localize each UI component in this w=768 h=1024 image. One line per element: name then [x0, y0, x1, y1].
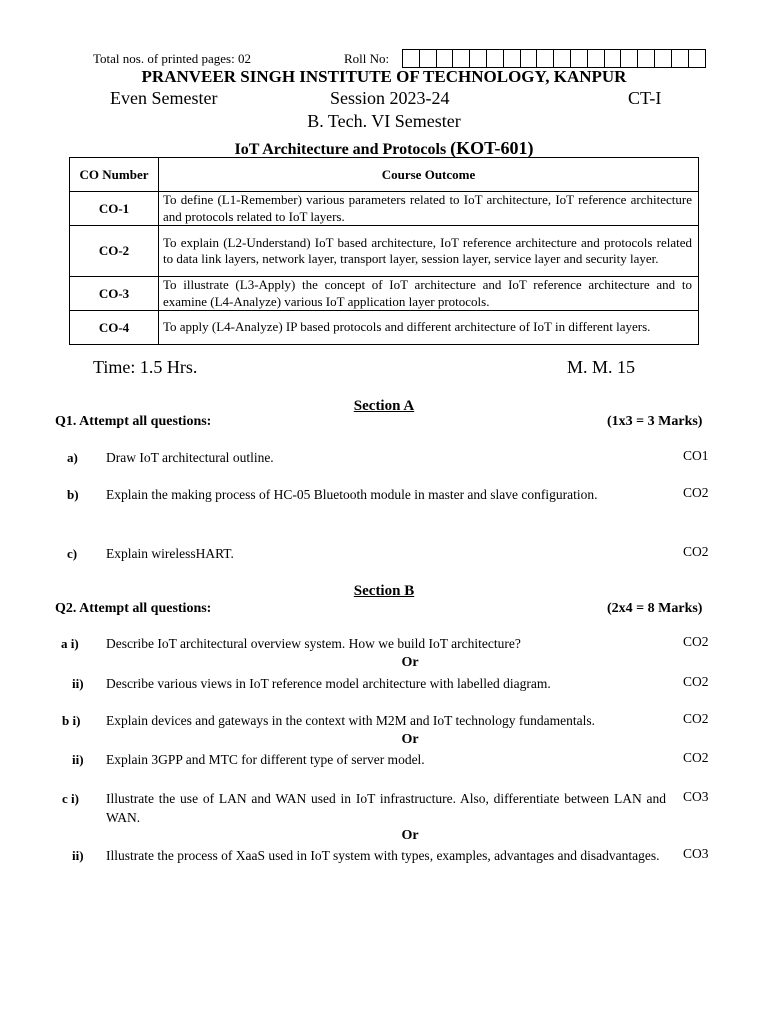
question-text: Explain 3GPP and MTC for different type of server model.	[106, 752, 425, 767]
subject-title	[0, 138, 768, 159]
co-number-cell: CO-3	[70, 277, 159, 311]
course-outcome-table	[69, 157, 699, 345]
roll-number-box[interactable]	[437, 50, 454, 67]
question-co: CO3	[683, 846, 709, 861]
co-text-cell: To apply (L4-Analyze) IP based protocols and different architecture of IoT in different layers.	[159, 311, 699, 345]
question-label: a)	[67, 450, 78, 465]
roll-number-box[interactable]	[655, 50, 672, 67]
roll-number-box[interactable]	[571, 50, 588, 67]
co-text-cell: To define (L1-Remember) various parameters related to IoT architecture, IoT reference architecture and protocols related to IoT layers.	[159, 192, 699, 226]
table-header-row	[70, 158, 699, 192]
question-co: CO2	[683, 674, 709, 689]
session: Session 2023-24	[330, 88, 450, 108]
roll-number-box[interactable]	[521, 50, 538, 67]
question-text: Illustrate the use of LAN and WAN used in IoT infrastructure. Also, differentiate between LAN and WAN.	[106, 791, 666, 825]
section-a-title: Section A	[353, 398, 415, 414]
question-co: CO2	[683, 544, 709, 559]
max-marks: M. M. 15	[567, 357, 636, 377]
or-separator: Or	[401, 732, 419, 747]
printed-pages-label: Total nos. of printed pages: 02	[93, 51, 251, 66]
question-text: Describe various views in IoT reference model architecture with labelled diagram.	[106, 676, 551, 691]
course-outcome-header: Course Outcome	[159, 158, 699, 192]
roll-number-box[interactable]	[537, 50, 554, 67]
question-co: CO3	[683, 789, 709, 804]
section-b-instruction: Q2. Attempt all questions:	[55, 601, 212, 616]
question-text: Explain the making process of HC-05 Bluetooth module in master and slave configuration.	[106, 487, 598, 502]
roll-number-box[interactable]	[638, 50, 655, 67]
question-text: Explain devices and gateways in the context with M2M and IoT technology fundamentals.	[106, 713, 596, 728]
section-a-instruction: Q1. Attempt all questions:	[55, 414, 212, 429]
co-number-cell: CO-4	[70, 311, 159, 345]
question-label: c i)	[62, 791, 79, 806]
or-separator: Or	[401, 828, 419, 843]
table-row	[70, 192, 699, 226]
roll-number-box[interactable]	[420, 50, 437, 67]
question-label: b)	[67, 487, 79, 502]
co-number-header: CO Number	[70, 158, 159, 192]
question-text: Draw IoT architectural outline.	[106, 450, 274, 465]
question-label: a i)	[61, 636, 79, 651]
section-b-title: Section B	[353, 583, 415, 599]
question-label: b i)	[62, 713, 81, 728]
section-a-marks: (1x3 = 3 Marks)	[607, 414, 703, 429]
roll-number-box[interactable]	[588, 50, 605, 67]
roll-number-box[interactable]	[621, 50, 638, 67]
question-label: ii)	[72, 848, 84, 863]
roll-number-boxes[interactable]	[402, 49, 706, 68]
co-number-cell: CO-1	[70, 192, 159, 226]
roll-number-box[interactable]	[403, 50, 420, 67]
roll-number-box[interactable]	[672, 50, 689, 67]
table-row	[70, 226, 699, 277]
table-row	[70, 311, 699, 345]
question-text: Explain wirelessHART.	[106, 546, 234, 561]
question-text: Describe IoT architectural overview system. How we build IoT architecture?	[106, 636, 521, 651]
question-co: CO2	[683, 750, 709, 765]
table-row	[70, 277, 699, 311]
roll-number-box[interactable]	[605, 50, 622, 67]
subject-name: IoT Architecture and Protocols	[234, 141, 447, 158]
question-label: c)	[67, 546, 78, 561]
question-co: CO2	[683, 485, 709, 500]
question-co: CO1	[683, 448, 709, 463]
roll-number-box[interactable]	[689, 50, 706, 67]
roll-no-label: Roll No:	[344, 51, 390, 66]
or-separator: Or	[401, 655, 419, 670]
institute-name: PRANVEER SINGH INSTITUTE OF TECHNOLOGY, KANPUR	[141, 67, 627, 86]
test-name: CT-I	[628, 88, 662, 108]
subject-code: (KOT-601)	[450, 138, 534, 158]
program: B. Tech. VI Semester	[307, 111, 461, 131]
semester-type: Even Semester	[110, 88, 218, 108]
roll-number-box[interactable]	[504, 50, 521, 67]
co-text-cell: To explain (L2-Understand) IoT based architecture, IoT reference architecture and protocols related to data link layers, network layer, transport layer, session layer, service layer and security layer.	[159, 226, 699, 277]
question-text: Illustrate the process of XaaS used in IoT system with types, examples, advantages and disadvantages.	[106, 848, 660, 863]
roll-number-box[interactable]	[487, 50, 504, 67]
co-number-cell: CO-2	[70, 226, 159, 277]
exam-time: Time: 1.5 Hrs.	[93, 357, 198, 377]
question-label: ii)	[72, 676, 84, 691]
question-co: CO2	[683, 711, 709, 726]
roll-number-box[interactable]	[470, 50, 487, 67]
question-co: CO2	[683, 634, 709, 649]
roll-number-box[interactable]	[554, 50, 571, 67]
co-text-cell: To illustrate (L3-Apply) the concept of IoT architecture and IoT reference architecture and to examine (L4-Analyze) various IoT application layer protocols.	[159, 277, 699, 311]
section-b-marks: (2x4 = 8 Marks)	[607, 601, 703, 616]
question-label: ii)	[72, 752, 84, 767]
roll-number-box[interactable]	[453, 50, 470, 67]
